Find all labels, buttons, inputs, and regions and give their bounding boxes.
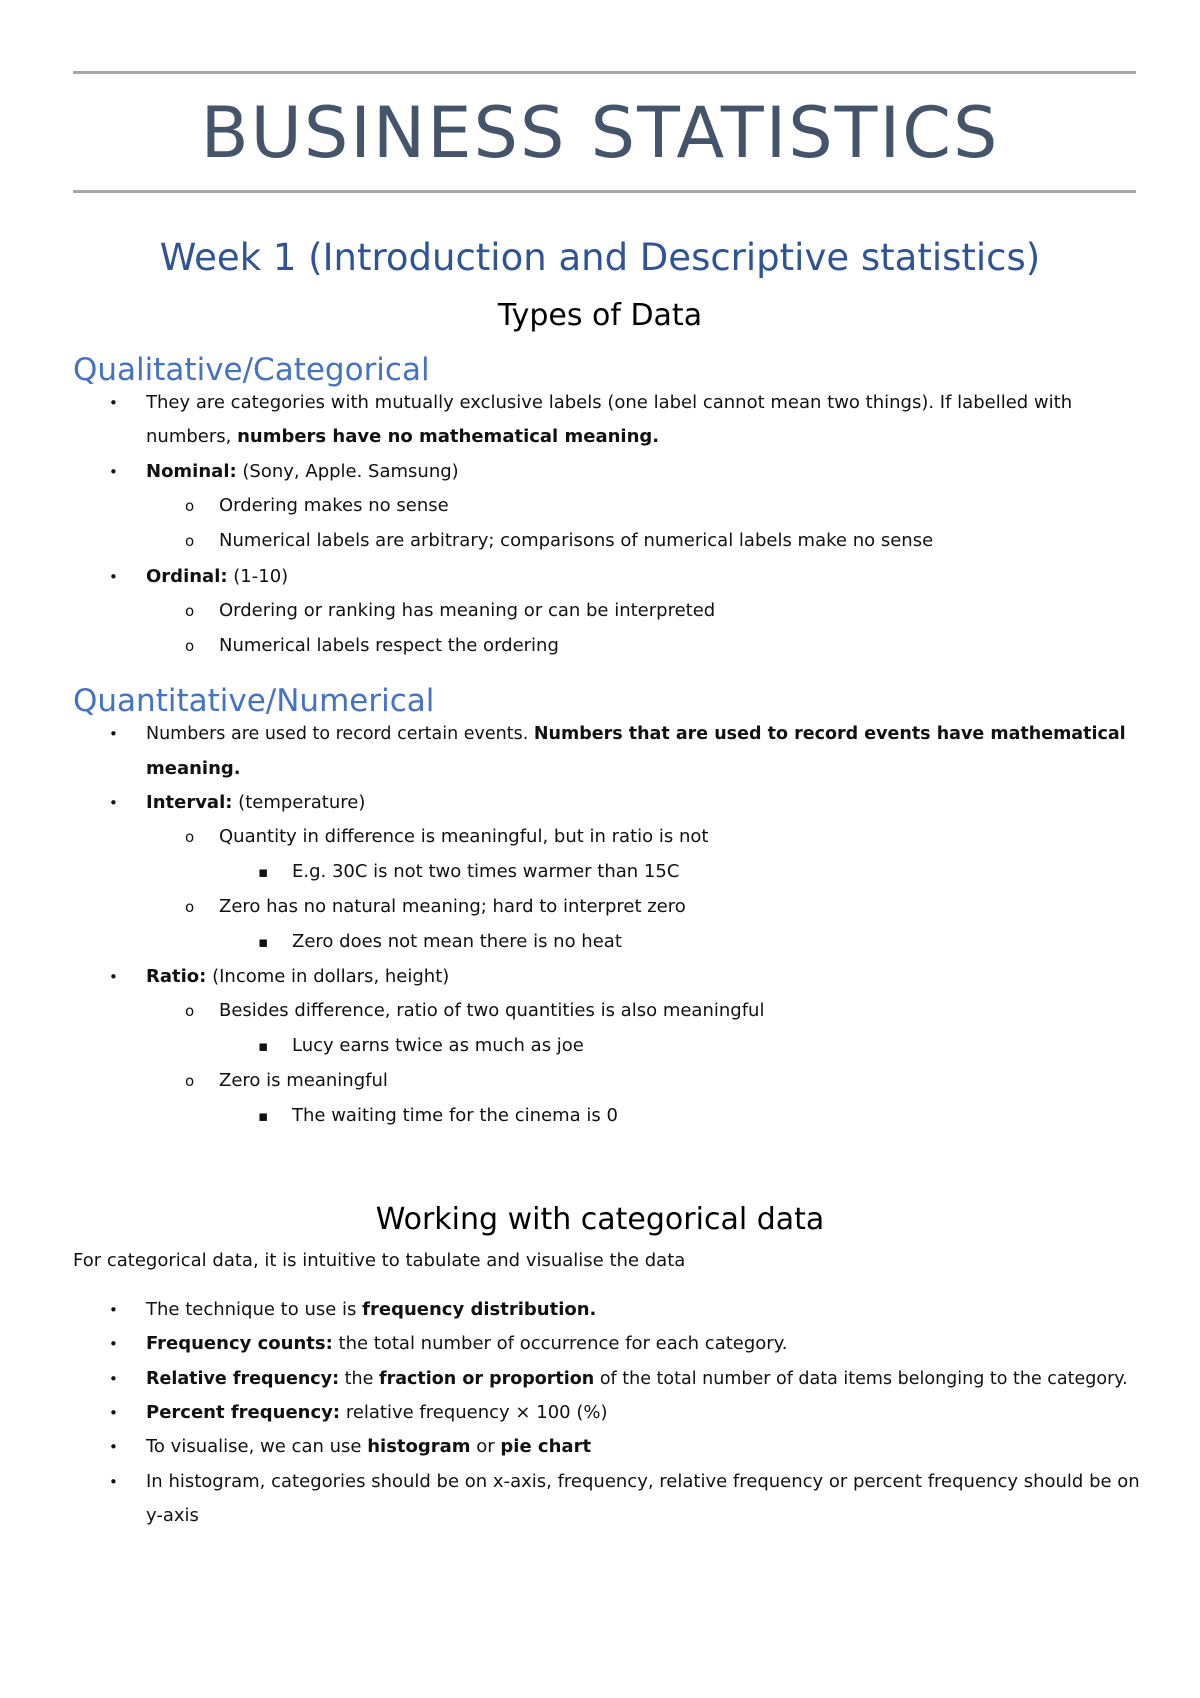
interval-label: Interval:	[146, 792, 233, 813]
bullet-icon: •	[109, 1335, 118, 1353]
categorical-heading: Working with categorical data	[375, 1202, 825, 1237]
cat-b3-bold-2: fraction or proportion	[378, 1369, 595, 1389]
nominal-sub-1: Ordering makes no sense	[219, 495, 449, 516]
qual-b1-bold: numbers have no mathematical meaning.	[237, 426, 660, 447]
interval-sub-2-example: Zero does not mean there is no heat	[292, 931, 622, 952]
cat-b5-bold-1: histogram	[367, 1436, 471, 1457]
circle-bullet-icon: o	[185, 1002, 195, 1020]
circle-bullet-icon: o	[185, 828, 195, 846]
cat-b2-bold: Frequency counts:	[146, 1333, 333, 1354]
cat-b5-plain-2: or	[470, 1436, 501, 1457]
quant-b1-bold: Numbers that are used to record events have mathematical	[533, 724, 1126, 744]
circle-bullet-icon: o	[185, 1072, 195, 1090]
ratio-sub-1: Besides difference, ratio of two quantities is also meaningful	[219, 1000, 765, 1021]
qual-bullet-1-cont	[146, 424, 659, 450]
cat-b4-plain: relative frequency × 100 (%)	[340, 1402, 608, 1423]
nominal-item	[146, 459, 459, 485]
bullet-icon: •	[109, 1301, 118, 1319]
cat-bullet-2	[146, 1331, 788, 1357]
ratio-sub-2: Zero is meaningful	[219, 1070, 388, 1091]
cat-b3-plain-1: the	[339, 1369, 379, 1389]
ordinal-text: (1-10)	[227, 566, 289, 587]
top-rule	[73, 71, 1136, 74]
cat-bullet-3	[146, 1366, 1128, 1392]
square-bullet-icon: ▪	[258, 1037, 269, 1055]
quant-bullet-1-cont: meaning.	[146, 758, 241, 779]
title-underline	[73, 190, 1136, 193]
square-bullet-icon: ▪	[258, 863, 269, 881]
ordinal-sub-2: Numerical labels respect the ordering	[219, 635, 559, 656]
bullet-icon: •	[109, 463, 118, 481]
bullet-icon: •	[109, 1370, 118, 1388]
qual-b1-plain: numbers,	[146, 426, 238, 447]
document-title: BUSINESS STATISTICS	[200, 92, 1000, 174]
circle-bullet-icon: o	[185, 497, 195, 515]
categorical-intro: For categorical data, it is intuitive to tabulate and visualise the data	[73, 1250, 686, 1271]
cat-b3-bold: Relative frequency:	[146, 1369, 340, 1389]
ordinal-sub-1: Ordering or ranking has meaning or can be interpreted	[219, 600, 716, 621]
ordinal-item	[146, 564, 288, 590]
bullet-icon: •	[109, 394, 118, 412]
interval-item	[146, 790, 365, 816]
circle-bullet-icon: o	[185, 898, 195, 916]
cat-b2-plain: the total number of occurrence for each category.	[332, 1333, 788, 1354]
interval-sub-2: Zero has no natural meaning; hard to interpret zero	[219, 896, 686, 917]
square-bullet-icon: ▪	[258, 933, 269, 951]
nominal-sub-2: Numerical labels are arbitrary; comparisons of numerical labels make no sense	[219, 530, 934, 551]
types-heading: Types of Data	[497, 298, 703, 333]
bullet-icon: •	[109, 1404, 118, 1422]
cat-b5-bold-2: pie chart	[500, 1436, 592, 1457]
quant-bullet-1	[146, 721, 1126, 747]
ratio-label: Ratio:	[146, 966, 207, 987]
ratio-text: (Income in dollars, height)	[206, 966, 450, 987]
quant-b1-plain: Numbers are used to record certain events.	[146, 724, 534, 744]
qualitative-heading: Qualitative/Categorical	[73, 352, 430, 388]
circle-bullet-icon: o	[185, 602, 195, 620]
square-bullet-icon: ▪	[258, 1107, 269, 1125]
interval-sub-1-example: E.g. 30C is not two times warmer than 15C	[292, 861, 680, 882]
cat-bullet-4	[146, 1400, 607, 1426]
ratio-item	[146, 964, 449, 990]
week-heading: Week 1 (Introduction and Descriptive statistics)	[159, 236, 1041, 279]
quantitative-heading: Quantitative/Numerical	[73, 683, 435, 719]
cat-b1-plain: The technique to use is	[146, 1299, 363, 1320]
circle-bullet-icon: o	[185, 532, 195, 550]
bullet-icon: •	[109, 794, 118, 812]
circle-bullet-icon: o	[185, 637, 195, 655]
qual-bullet-1: They are categories with mutually exclusive labels (one label cannot mean two things). If labelled with	[146, 392, 1073, 413]
ratio-sub-2-example: The waiting time for the cinema is 0	[292, 1105, 618, 1126]
cat-b5-plain-1: To visualise, we can use	[146, 1436, 368, 1457]
cat-bullet-6: In histogram, categories should be on x-axis, frequency, relative frequency or percent frequency should be on	[146, 1471, 1140, 1492]
cat-bullet-1	[146, 1297, 596, 1323]
bullet-icon: •	[109, 568, 118, 586]
ordinal-label: Ordinal:	[146, 566, 228, 587]
cat-b4-bold: Percent frequency:	[146, 1402, 341, 1423]
nominal-label: Nominal:	[146, 461, 237, 482]
ratio-sub-1-example: Lucy earns twice as much as joe	[292, 1035, 584, 1056]
bullet-icon: •	[109, 1473, 118, 1491]
interval-text: (temperature)	[232, 792, 366, 813]
bullet-icon: •	[109, 1438, 118, 1456]
nominal-text: (Sony, Apple. Samsung)	[236, 461, 459, 482]
bullet-icon: •	[109, 725, 118, 743]
cat-bullet-5	[146, 1434, 591, 1460]
cat-b3-plain-2: of the total number of data items belonging to the category.	[594, 1369, 1128, 1389]
cat-b1-bold: frequency distribution.	[362, 1299, 597, 1320]
cat-bullet-6-cont: y-axis	[146, 1505, 199, 1526]
bullet-icon: •	[109, 968, 118, 986]
interval-sub-1: Quantity in difference is meaningful, but in ratio is not	[219, 826, 709, 847]
